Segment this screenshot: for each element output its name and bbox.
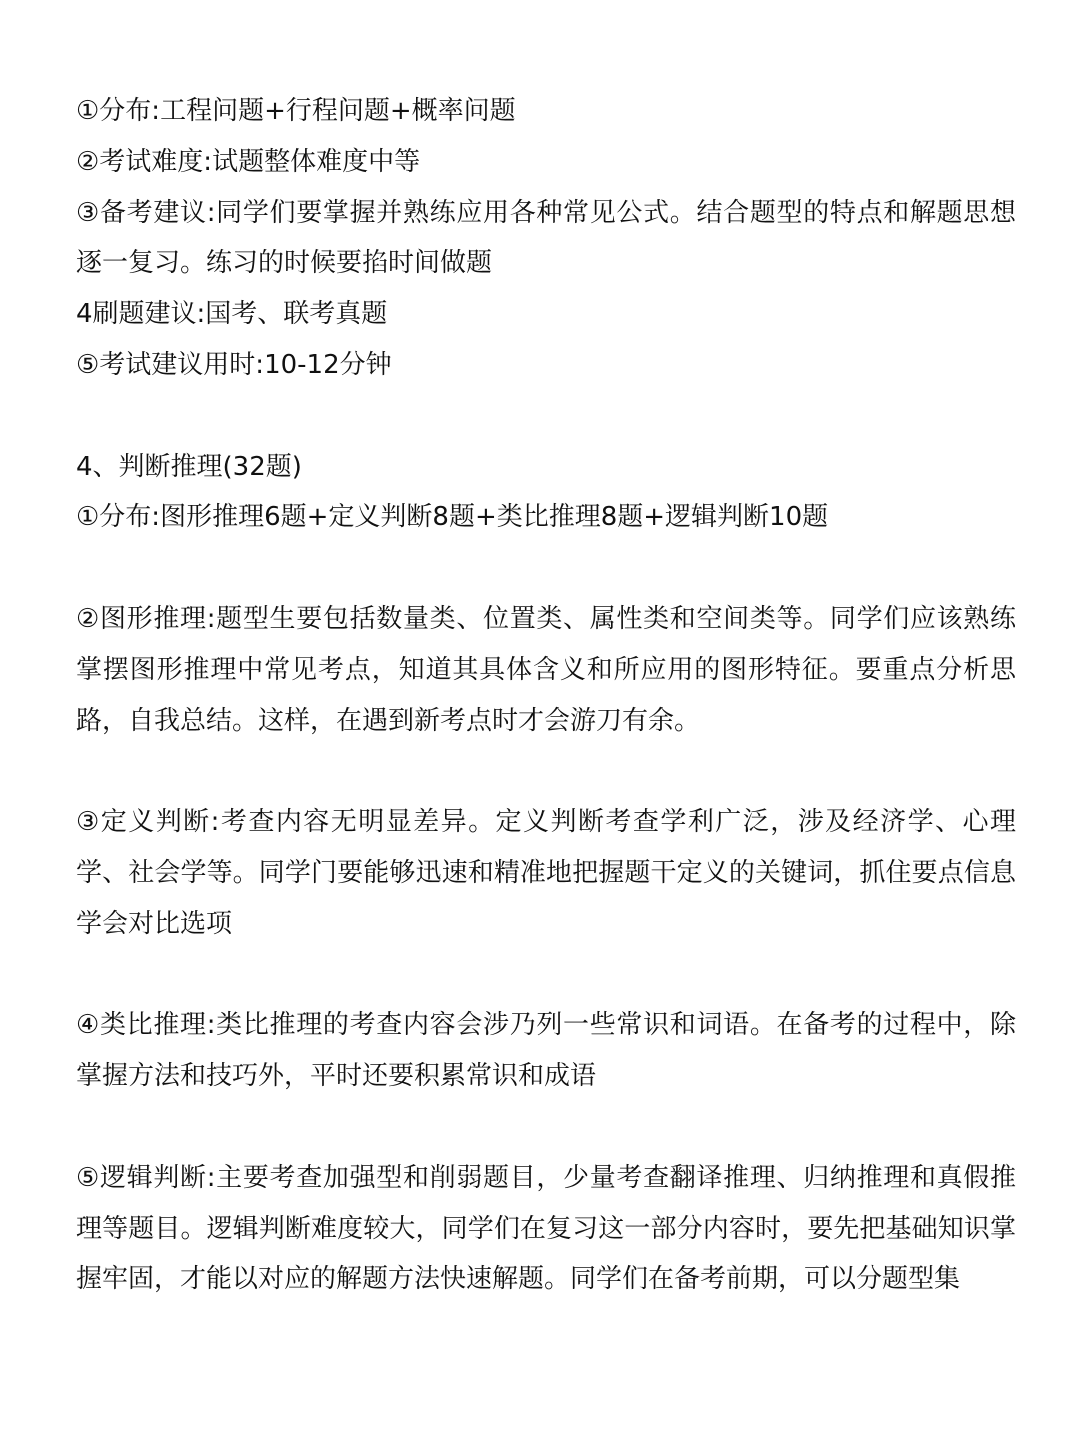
definition-judgment-paragraph: ③定义判断:考查内容无明显差异。定义判断考查学利广泛，涉及经济学、心理学、社会学等。同学门要能够迅速和精准地把握题干定义的关键词，抓住要点信息学会对比选项: [76, 807, 1016, 939]
analogy-reasoning-paragraph: ④类比推理:类比推理的考查内容会涉乃列一些常识和词语。在备考的过程中，除掌握方法和技巧外，平时还要积累常识和成语: [76, 1010, 1016, 1092]
graphic-reasoning-paragraph: ②图形推理:题型生要包括数量类、位置类、属性类和空间类等。同学们应该熟练掌摆图形推理中常见考点，知道其具体含义和所应用的图形特征。要重点分析思路，自我总结。这样，在遇到新考点时才会游刀有余。: [76, 603, 1016, 736]
blank-line: [76, 746, 1016, 797]
section3-time-advice: ⑤考试建议用时:10-12分钟: [76, 349, 392, 380]
blank-line: [76, 543, 1016, 594]
document-page: [76, 86, 1016, 1305]
section3-difficulty: ②考试难度:试题整体难度中等: [76, 146, 421, 177]
blank-line: [76, 950, 1016, 1001]
section4-distribution: ①分布:图形推理6题+定义判断8题+类比推理8题+逻辑判断10题: [76, 502, 829, 533]
section3-distribution: ①分布:工程问题+行程问题+概率问题: [76, 96, 516, 126]
section3-study-advice: ③备考建议:同学们要掌握并熟练应用各种常见公式。结合题型的特点和解题思想逐一复习。练习的时候要掐时间做题: [76, 197, 1016, 279]
logic-judgment-paragraph: ⑤逻辑判断:主要考查加强型和削弱题目，少量考查翻译推理、归纳推理和真假推理等题目。逻辑判断难度较大，同学们在复习这一部分内容时，要先把基础知识掌握牢固，才能以对应的解题方法快速解题。同学们在备考前期，可以分题型集: [76, 1162, 1016, 1295]
blank-line: [76, 1102, 1016, 1153]
blank-line: [76, 391, 1016, 442]
section4-heading: 4、判断推理(32题): [76, 451, 302, 482]
section3-practice-advice: 4刷题建议:国考、联考真题: [76, 299, 388, 330]
